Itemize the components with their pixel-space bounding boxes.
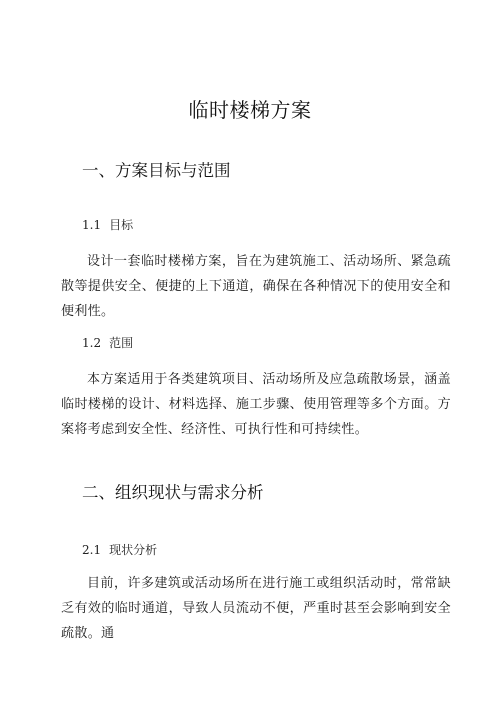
paragraph-status-analysis: 目前，许多建筑或活动场所在进行施工或组织活动时，常常缺乏有效的临时通道，导致人员流动不便，严重时甚至会影响到安全疏散。通 [61,576,451,641]
paragraph-scope: 本方案适用于各类建筑项目、活动场所及应急疏散场景，涵盖临时楼梯的设计、材料选择、施工步骤、使用管理等多个方面。方案将考虑到安全性、经济性、可执行性和可持续性。 [61,372,451,437]
subsection-number: 2.1 [82,543,102,557]
subsection-title: 现状分析 [109,543,158,557]
subsection-title: 目标 [109,218,134,232]
paragraph-goal: 设计一套临时楼梯方案，旨在为建筑施工、活动场所、紧急疏散等提供安全、便捷的上下通道，确保在各种情况下的使用安全和便利性。 [61,254,451,319]
document-title: 临时楼梯方案 [188,98,312,122]
subsection-heading-1-1 [82,217,133,233]
subsection-title: 范围 [109,336,134,350]
subsection-heading-2-1 [82,542,157,558]
section-heading-2: 二、组织现状与需求分析 [82,483,264,502]
subsection-number: 1.2 [82,336,102,350]
subsection-number: 1.1 [82,218,102,232]
subsection-heading-1-2 [82,335,133,351]
section-heading-1: 一、方案目标与范围 [82,161,231,180]
